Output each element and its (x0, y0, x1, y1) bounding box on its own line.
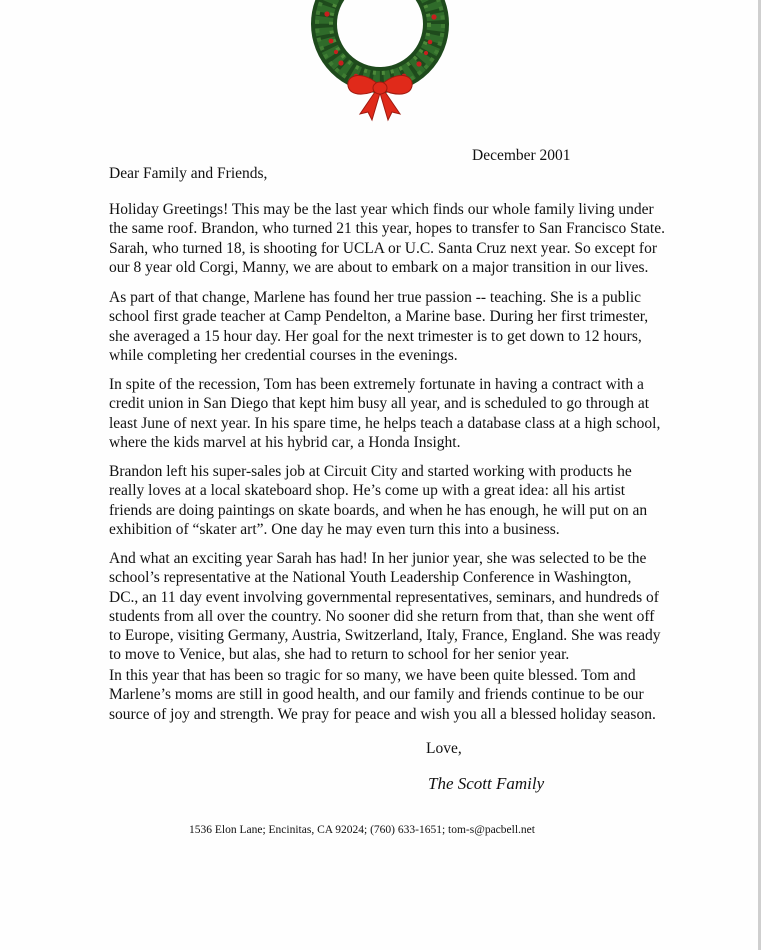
letter-date: December 2001 (472, 147, 571, 164)
paragraph-line: exhibition of “skater art”. One day he may even turn this into a business. (109, 520, 560, 538)
contact-footer: 1536 Elon Lane; Encinitas, CA 92024; (760) 633-1651; tom-s@pacbell.net (189, 824, 535, 836)
letter-salutation: Dear Family and Friends, (109, 165, 268, 182)
paragraph-1 (109, 200, 669, 277)
paragraph-line: Sarah, who turned 18, is shooting for UCLA or U.C. Santa Cruz next year. So except for (109, 239, 658, 257)
paragraph-line: to move to Venice, but alas, she had to return to school for her senior year. (109, 646, 570, 664)
paragraph-line: to Europe, visiting Germany, Austria, Switzerland, Italy, France, England. She was ready (109, 627, 661, 645)
paragraph-line: students from all over the country. No sooner did she return from that, than she went off (109, 607, 655, 625)
paragraph-line: the same roof. Brandon, who turned 21 this year, hopes to transfer to San Francisco State. (109, 220, 665, 238)
paragraph-line: she averaged a 15 hour day. Her goal for the next trimester is to get down to 12 hours, (109, 327, 642, 345)
paragraph-4 (109, 462, 669, 539)
paragraph-line: As part of that change, Marlene has found her true passion -- teaching. She is a public (109, 289, 642, 306)
letter-closing: Love, (426, 740, 462, 757)
paragraph-line: friends are doing paintings on skate boards, and when he has enough, he will put on an (109, 501, 648, 519)
christmas-wreath-icon (300, 0, 460, 122)
paragraph-line: really loves at a local skateboard shop. He’s come up with a great idea: all his artist (109, 482, 626, 500)
paragraph-line: school’s representative at the National Youth Leadership Conference in Washington, (109, 569, 632, 587)
paragraph-line: our 8 year old Corgi, Manny, we are about to embark on a major transition in our lives. (109, 258, 649, 276)
paragraph-line: In spite of the recession, Tom has been extremely fortunate in having a contract with a (109, 376, 644, 393)
paragraph-line: Holiday Greetings! This may be the last year which finds our whole family living under (109, 201, 654, 218)
letter-signature: The Scott Family (428, 774, 545, 793)
paragraph-line: where the kids marvel at his hybrid car, a Honda Insight. (109, 433, 461, 451)
paragraph-2 (109, 288, 669, 365)
paragraph-line: In this year that has been so tragic for so many, we have been quite blessed. Tom and (109, 667, 636, 684)
paragraph-5 (109, 549, 669, 665)
paragraph-line: least June of next year. In his spare time, he helps teach a database class at a high school, (109, 414, 661, 432)
paragraph-3 (109, 375, 669, 452)
paragraph-line: Marlene’s moms are still in good health, and our family and friends continue to be our (109, 686, 644, 704)
paragraph-line: while completing her credential courses in the evenings. (109, 346, 458, 364)
paragraph-line: credit union in San Diego that kept him busy all year, and is scheduled to go through at (109, 395, 650, 413)
paragraph-line: source of joy and strength. We pray for peace and wish you all a blessed holiday season. (109, 705, 656, 723)
paragraph-line: And what an exciting year Sarah has had! In her junior year, she was selected to be the (109, 550, 647, 567)
paragraph-line: Brandon left his super-sales job at Circuit City and started working with products he (109, 463, 632, 480)
paragraph-6 (109, 666, 669, 724)
paragraph-line: DC., an 11 day event involving governmental representatives, seminars, and hundreds of (109, 588, 659, 606)
paragraph-line: school first grade teacher at Camp Pendelton, a Marine base. During her first trimester, (109, 308, 649, 326)
